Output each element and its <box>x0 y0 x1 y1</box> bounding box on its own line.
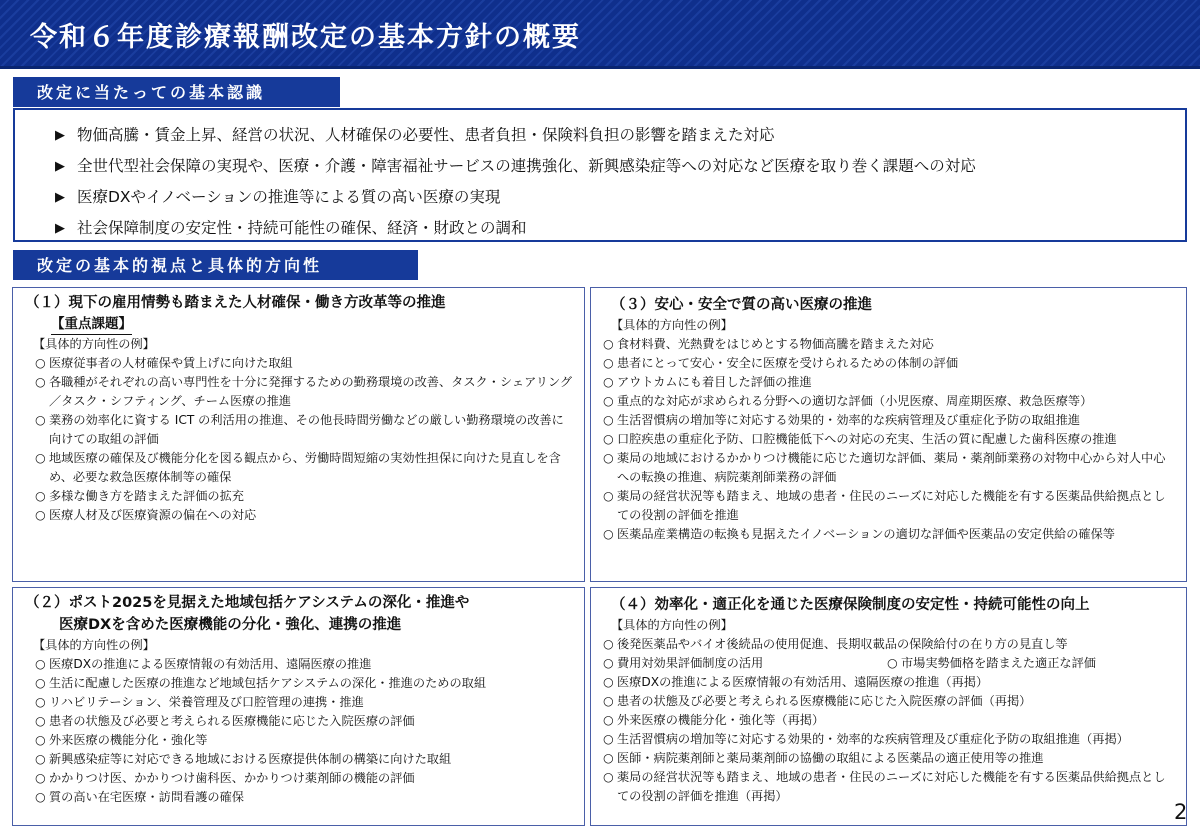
circle-bullet-icon: ○ <box>603 375 614 389</box>
list-item-text: 生活習慣病の増加等に対応する効果的・効率的な疾病管理及び重症化予防の取組推進（再掲） <box>617 732 1129 746</box>
circle-bullet-icon: ○ <box>35 752 46 766</box>
section-tab-recognition <box>13 77 340 107</box>
sub-label: 【具体的方向性の例】 <box>611 318 733 332</box>
triangle-bullet-icon: ▶ <box>55 159 65 174</box>
circle-bullet-icon: ○ <box>35 489 46 503</box>
panel-workforce <box>12 287 585 582</box>
circle-bullet-icon: ○ <box>603 356 614 370</box>
recognition-box <box>13 108 1187 242</box>
triangle-bullet-icon: ▶ <box>55 221 65 236</box>
circle-bullet-icon: ○ <box>603 637 614 651</box>
list-item <box>25 449 574 487</box>
circle-bullet-icon: ○ <box>887 656 898 670</box>
list-item <box>603 449 1176 487</box>
panel-title-line2: 医療DXを含めた医療機能の分化・強化、連携の推進 <box>59 617 402 633</box>
circle-bullet-icon: ○ <box>603 656 614 670</box>
list-item-text: 質の高い在宅医療・訪問看護の確保 <box>49 790 244 804</box>
circle-bullet-icon: ○ <box>35 413 46 427</box>
circle-bullet-icon: ○ <box>35 714 46 728</box>
list-item-text: 口腔疾患の重症化予防、口腔機能低下への対応の充実、生活の質に配慮した歯科医療の推進 <box>617 432 1117 446</box>
list-item <box>603 525 1176 544</box>
list-item-text: 地域医療の確保及び機能分化を図る観点から、労働時間短縮の実効性担保に向けた見直しを含め、必要な救急医療体制等の確保 <box>49 451 561 484</box>
list-item-text: 患者にとって安心・安全に医療を受けられるための体制の評価 <box>617 356 959 370</box>
list-item-text: 薬局の経営状況等も踏まえ、地域の患者・住民のニーズに対応した機能を有する医薬品供給拠点としての役割の評価を推進（再掲） <box>617 770 1166 803</box>
circle-bullet-icon: ○ <box>35 508 46 522</box>
list-item <box>25 354 574 373</box>
list-item-text: 業務の効率化に資する ICT の利活用の推進、その他長時間労働などの厳しい勤務環境の改善に向けての取組の評価 <box>49 413 564 446</box>
triangle-bullet-icon: ▶ <box>55 190 65 205</box>
panel-title: （２）ポスト2025を見据えた地域包括ケアシステムの深化・推進や <box>25 595 470 611</box>
list-item <box>25 712 574 731</box>
circle-bullet-icon: ○ <box>603 527 614 541</box>
list-item-text: 物価高騰・賃金上昇、経営の状況、人材確保の必要性、患者負担・保険料負担の影響を踏まえた対応 <box>77 126 775 144</box>
circle-bullet-icon: ○ <box>35 771 46 785</box>
title-bar <box>0 0 1200 66</box>
circle-bullet-icon: ○ <box>35 657 46 671</box>
triangle-bullet-icon: ▶ <box>55 128 65 143</box>
panel-efficiency <box>590 587 1187 826</box>
list-item <box>25 769 574 788</box>
circle-bullet-icon: ○ <box>603 337 614 351</box>
section-tab-viewpoints <box>13 250 418 280</box>
list-item-text: 費用対効果評価制度の活用 <box>617 656 764 670</box>
circle-bullet-icon: ○ <box>35 356 46 370</box>
list-item <box>25 411 574 449</box>
list-item-text: 食材料費、光熱費をはじめとする物価高騰を踏まえた対応 <box>617 337 934 351</box>
panel-title: （３）安心・安全で質の高い医療の推進 <box>611 297 872 313</box>
list-item <box>603 749 1176 768</box>
list-item <box>603 354 1176 373</box>
list-item <box>603 730 1176 749</box>
circle-bullet-icon: ○ <box>603 432 614 446</box>
circle-bullet-icon: ○ <box>603 413 614 427</box>
circle-bullet-icon: ○ <box>35 695 46 709</box>
list-item <box>603 430 1176 449</box>
circle-bullet-icon: ○ <box>603 394 614 408</box>
page-title: 令和６年度診療報酬改定の基本方針の概要 <box>30 22 581 53</box>
circle-bullet-icon: ○ <box>603 770 614 784</box>
list-item <box>25 788 574 807</box>
list-item <box>25 750 574 769</box>
list-item-text: リハビリテーション、栄養管理及び口腔管理の連携・推進 <box>49 695 364 709</box>
sub-label: 【具体的方向性の例】 <box>33 337 155 351</box>
circle-bullet-icon: ○ <box>603 489 614 503</box>
circle-bullet-icon: ○ <box>603 751 614 765</box>
list-item-text: 医療DXやイノベーションの推進等による質の高い医療の実現 <box>77 188 501 206</box>
circle-bullet-icon: ○ <box>603 732 614 746</box>
panel-title: （１）現下の雇用情勢も踏まえた人材確保・働き方改革等の推進 <box>25 295 446 311</box>
section-label: 改定に当たっての基本認識 <box>37 83 266 102</box>
list-item-text: 医療DXの推進による医療情報の有効活用、遠隔医療の推進（再掲） <box>617 675 989 689</box>
list-item-text: 外来医療の機能分化・強化等 <box>49 733 208 747</box>
list-item <box>55 213 1185 244</box>
list-item <box>25 373 574 411</box>
list-item-text: 医療DXの推進による医療情報の有効活用、遠隔医療の推進 <box>49 657 372 671</box>
list-item-text: 医薬品産業構造の転換も見据えたイノベーションの適切な評価や医薬品の安定供給の確保等 <box>617 527 1115 541</box>
list-item-text: 薬局の地域におけるかかりつけ機能に応じた適切な評価、薬局・薬剤師業務の対物中心から対人中心への転換の推進、病院薬剤師業務の評価 <box>617 451 1166 484</box>
list-item-text: 患者の状態及び必要と考えられる医療機能に応じた入院医療の評価（再掲） <box>617 694 1032 708</box>
list-item <box>55 151 1185 182</box>
list-item <box>25 731 574 750</box>
page-number: 2 <box>1174 800 1188 824</box>
list-item-text: 生活習慣病の増加等に対応する効果的・効率的な疾病管理及び重症化予防の取組推進 <box>617 413 1081 427</box>
list-item <box>603 392 1176 411</box>
list-item <box>25 487 574 506</box>
list-item <box>25 693 574 712</box>
list-item <box>25 655 574 674</box>
focus-label: 【重点課題】 <box>51 314 132 335</box>
sub-label: 【具体的方向性の例】 <box>33 638 155 652</box>
panel-community-care <box>12 587 585 826</box>
circle-bullet-icon: ○ <box>35 676 46 690</box>
list-item-text: 全世代型社会保障の実現や、医療・介護・障害福祉サービスの連携強化、新興感染症等への対応など医療を取り巻く課題への対応 <box>77 157 976 175</box>
circle-bullet-icon: ○ <box>603 451 614 465</box>
circle-bullet-icon: ○ <box>35 375 46 389</box>
list-item-pair <box>603 654 1176 673</box>
list-item <box>603 768 1176 806</box>
panel-title: （４）効率化・適正化を通じた医療保険制度の安定性・持続可能性の向上 <box>611 597 1090 613</box>
list-item-text: 生活に配慮した医療の推進など地域包括ケアシステムの深化・推進のための取組 <box>49 676 487 690</box>
panel-safety <box>590 287 1187 582</box>
list-item-text: 患者の状態及び必要と考えられる医療機能に応じた入院医療の評価 <box>49 714 415 728</box>
circle-bullet-icon: ○ <box>603 694 614 708</box>
list-item <box>603 673 1176 692</box>
circle-bullet-icon: ○ <box>35 451 46 465</box>
list-item-text: 薬局の経営状況等も踏まえ、地域の患者・住民のニーズに対応した機能を有する医薬品供給拠点としての役割の評価を推進 <box>617 489 1166 522</box>
list-item <box>603 635 1176 654</box>
list-item <box>603 487 1176 525</box>
title-underline <box>0 66 1200 69</box>
list-item-text: 新興感染症等に対応できる地域における医療提供体制の構築に向けた取組 <box>49 752 452 766</box>
list-item-text: 医療従事者の人材確保や賃上げに向けた取組 <box>49 356 293 370</box>
list-item-text: アウトカムにも着目した評価の推進 <box>617 375 812 389</box>
list-item-text: かかりつけ医、かかりつけ歯科医、かかりつけ薬剤師の機能の評価 <box>49 771 415 785</box>
circle-bullet-icon: ○ <box>35 790 46 804</box>
list-item-text: 社会保障制度の安定性・持続可能性の確保、経済・財政との調和 <box>77 219 527 237</box>
list-item <box>603 711 1176 730</box>
list-item-text: 外来医療の機能分化・強化等（再掲） <box>617 713 825 727</box>
list-item <box>25 506 574 525</box>
circle-bullet-icon: ○ <box>35 733 46 747</box>
list-item <box>603 411 1176 430</box>
list-item-text: 医療人材及び医療資源の偏在への対応 <box>49 508 257 522</box>
section-label: 改定の基本的視点と具体的方向性 <box>37 256 323 275</box>
circle-bullet-icon: ○ <box>603 713 614 727</box>
circle-bullet-icon: ○ <box>603 675 614 689</box>
list-item <box>603 373 1176 392</box>
list-item <box>25 674 574 693</box>
list-item-text: 後発医薬品やバイオ後続品の使用促進、長期収載品の保険給付の在り方の見直し等 <box>617 637 1068 651</box>
list-item-text: 重点的な対応が求められる分野への適切な評価（小児医療、周産期医療、救急医療等） <box>617 394 1093 408</box>
list-item <box>55 120 1185 151</box>
list-item-text: 市場実勢価格を踏まえた適正な評価 <box>901 656 1096 670</box>
list-item <box>603 335 1176 354</box>
list-item <box>603 692 1176 711</box>
list-item <box>55 182 1185 213</box>
list-item-text: 多様な働き方を踏まえた評価の拡充 <box>49 489 244 503</box>
list-item-text: 医師・病院薬剤師と薬局薬剤師の協働の取組による医薬品の適正使用等の推進 <box>617 751 1044 765</box>
list-item-text: 各職種がそれぞれの高い専門性を十分に発揮するための勤務環境の改善、タスク・シェアリング／タスク・シフティング、チーム医療の推進 <box>49 375 573 408</box>
sub-label: 【具体的方向性の例】 <box>611 618 733 632</box>
